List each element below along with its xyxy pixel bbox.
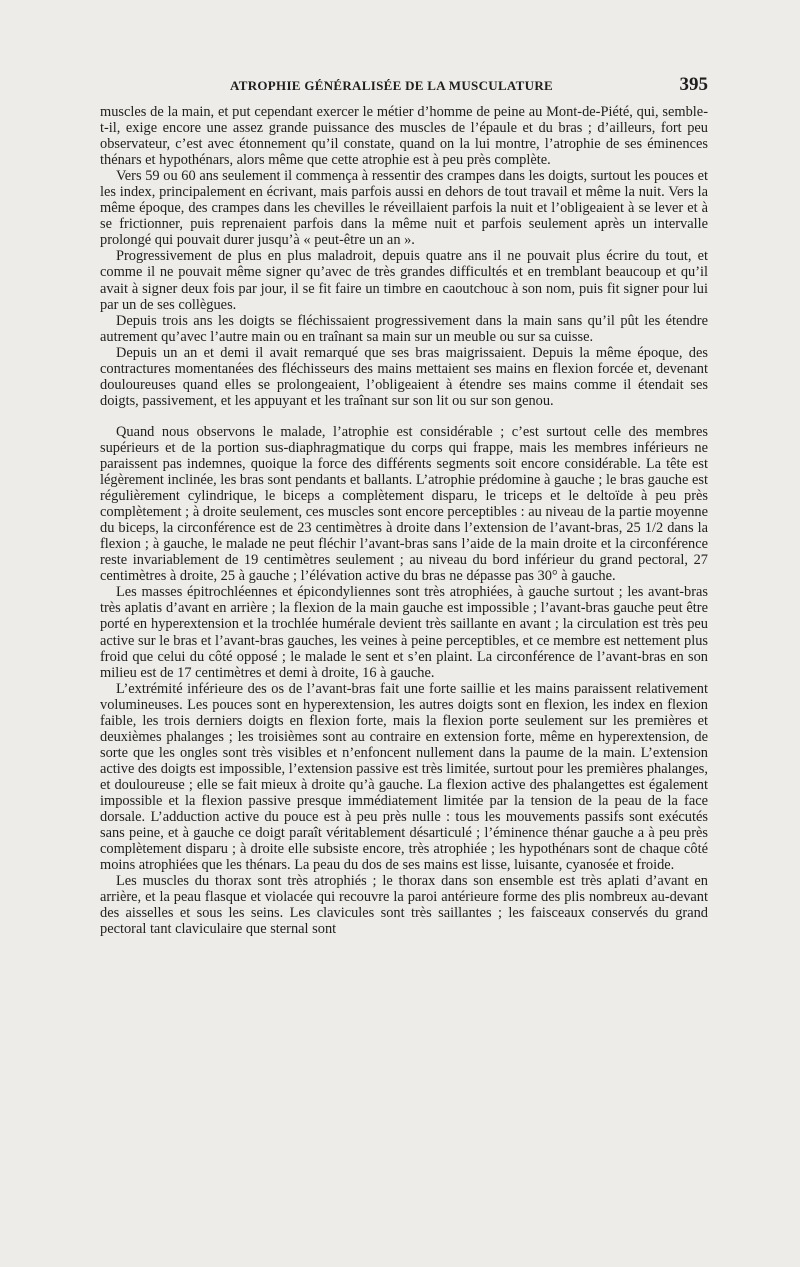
paragraph: Vers 59 ou 60 ans seulement il commença à ressentir des crampes dans les doigts, surtout les pouces et les index, principalement en écrivant, mais parfois aussi en dehors de tout travail et même la nuit. Vers la même époque, des crampes dans les chevilles le réveillaient parfois la nuit et l’obligeaient à se lever et à se frictionner, puis reprenaient parfois dans la même nuit et parfois seulement après un intervalle prolongé qui pouvait durer jusqu’à « peut-être un an ». <box>100 168 708 249</box>
paragraph: Quand nous observons le malade, l’atrophie est considérable ; c’est surtout celle des membres supérieurs et de la portion sus-diaphragmatique du corps qui frappe, mais les membres inférieurs ne paraissent pas indemnes, quoique la force des différents segments soit encore considérable. La tête est légèrement inclinée, les bras sont pendants et ballants. L’atrophie prédomine à gauche ; le bras gauche est régulièrement cylindrique, le biceps a complètement disparu, le triceps et le deltoïde à peu près complètement ; à droite seulement, ces muscles sont encore perceptibles : au niveau de la partie moyenne du biceps, la circonférence est de 23 centimètres à droite dans l’extension de l’avant-bras, 25 1/2 dans la flexion ; à gauche, le malade ne peut fléchir l’avant-bras sans l’aide de la main droite et la circonférence reste invariablement de 19 centimètres seulement ; au niveau du bord inférieur du grand pectoral, 27 centimètres à droite, 25 à gauche ; l’élévation active du bras ne dépasse pas 30° à gauche. <box>100 423 708 585</box>
body-text <box>100 104 708 937</box>
paragraph: Les muscles du thorax sont très atrophiés ; le thorax dans son ensemble est très aplati d’avant en arrière, et la peau flasque et violacée qui recouvre la paroi antérieure forme des plis nombreux au-devant des aisselles et sous les seins. Les clavicules sont très saillantes ; les faisceaux conservés du grand pectoral tant claviculaire que sternal sont <box>100 873 708 938</box>
page-number: 395 <box>679 74 708 95</box>
running-header <box>100 74 708 98</box>
paragraph: L’extrémité inférieure des os de l’avant-bras fait une forte saillie et les mains paraissent relativement volumineuses. Les pouces sont en hyperextension, les autres doigts sont en flexion, les index en flexion faible, les trois derniers doigts en flexion forte, mais la flexion porte seulement sur les premières et deuxièmes phalanges ; les troisièmes sont au contraire en extension forte, même en hyperextension, de sorte que les ongles sont très visibles et n’enfoncent nullement dans la paume de la main. L’extension active des doigts est impossible, l’extension passive est très limitée, surtout pour les premières phalanges, et douloureuse ; elle se fait mieux à droite qu’à gauche. La flexion active des phalangettes est également impossible et la flexion passive presque immédiatement limitée par la tension de la peau de la face dorsale. L’adduction active du pouce est à peu près nulle : tous les mouvements passifs sont exécutés sans peine, et à gauche ce doigt paraît véritablement désarticulé ; l’éminence thénar gauche a à peu près complètement disparu ; à droite elle subsiste encore, très atrophiée ; les hypothénars sont de chaque côté moins atrophiées que les thénars. La peau du dos de ses mains est lisse, luisante, cyanosée et froide. <box>100 680 708 874</box>
paragraph: Depuis un an et demi il avait remarqué que ses bras maigrissaient. Depuis la même époque, des contractures momentanées des fléchisseurs des mains mettaient ses mains en flexion forcée et, devenant douloureuses quand elles se prolongeaient, l’obligeaient à étendre ses mains comme il étendait ses doigts, passivement, et les appuyant et les traînant sur son lit ou sur son genou. <box>100 344 708 409</box>
paragraph: Les masses épitrochléennes et épicondyliennes sont très atrophiées, à gauche surtout ; les avant-bras très aplatis d’avant en arrière ; la flexion de la main gauche est impossible ; l’avant-bras gauche peut être porté en hyperextension et la trochlée humérale devient très saillante en avant ; la circulation est très peu active sur le bras et l’avant-bras gauches, les veines à peine perceptibles, et ce membre est nettement plus froid que celui du côté opposé ; le malade le sent et s’en plaint. La circonférence de l’avant-bras en son milieu est de 17 centimètres et demi à droite, 16 à gauche. <box>100 584 708 681</box>
running-title: ATROPHIE GÉNÉRALISÉE DE LA MUSCULATURE <box>230 78 553 93</box>
paragraph: Progressivement de plus en plus maladroit, depuis quatre ans il ne pouvait plus écrire du tout, et comme il ne pouvait même signer qu’avec de très grandes difficultés et en tremblant beaucoup et qu’il avait à signer deux fois par jour, il se fit faire un timbre en caoutchouc à son nom, puis fit signer pour lui par un de ses collègues. <box>100 248 708 313</box>
paragraph: Depuis trois ans les doigts se fléchissaient progressivement dans la main sans qu’il pût les étendre autrement qu’avec l’autre main ou en traînant sa main sur un meuble ou sur sa cuisse. <box>100 312 708 345</box>
paragraph: muscles de la main, et put cependant exercer le métier d’homme de peine au Mont-de-Piété, qui, semble-t-il, exige encore une assez grande puissance des muscles de l’épaule et du bras ; d’ailleurs, fort peu observateur, c’est avec étonnement qu’il constate, quand on la lui montre, l’atrophie de ses éminences thénars et hypothénars, alors même que cette atrophie est à peu près complète. <box>100 104 708 169</box>
